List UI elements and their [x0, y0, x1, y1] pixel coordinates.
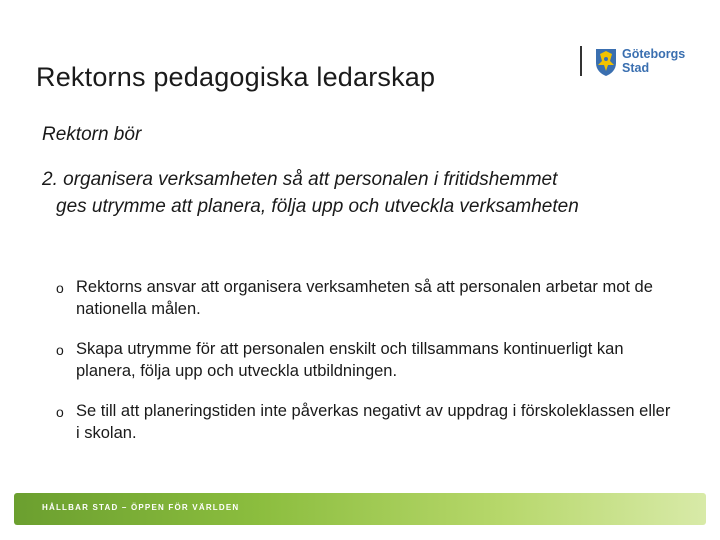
bullet-list	[56, 276, 676, 462]
goteborgs-stad-logo	[580, 44, 710, 80]
logo-line1: Göteborgs	[622, 47, 686, 61]
bullet-text: Skapa utrymme för att personalen enskilt och tillsammans kontinuerligt kan planera, följa upp och utveckla utbildningen.	[76, 340, 624, 380]
logo-divider	[580, 46, 582, 76]
main-point	[42, 166, 682, 220]
logo-line2: Stad	[622, 61, 650, 75]
bullet-item	[56, 400, 676, 444]
bullet-item	[56, 338, 676, 382]
bullet-item	[56, 276, 676, 320]
footer-slogan: HÅLLBAR STAD – ÖPPEN FÖR VÄRLDEN	[42, 503, 240, 512]
footer-banner	[14, 493, 706, 525]
bullet-marker: o	[56, 280, 64, 296]
bullet-text: Se till att planeringstiden inte påverkas negativt av uppdrag i förskoleklassen eller i skolan.	[76, 402, 671, 442]
bullet-marker: o	[56, 342, 64, 358]
main-point-line1: 2. organisera verksamheten så att personalen i fritidshemmet	[42, 169, 558, 190]
bullet-marker: o	[56, 404, 64, 420]
logo-text	[622, 47, 685, 75]
subheading: Rektorn bör	[42, 124, 142, 145]
bullet-text: Rektorns ansvar att organisera verksamheten så att personalen arbetar mot de nationella målen.	[76, 278, 653, 318]
goteborg-coat-of-arms-icon	[594, 47, 618, 77]
slide-title: Rektorns pedagogiska ledarskap	[36, 62, 436, 92]
main-point-line2: ges utrymme att planera, följa upp och utveckla verksamheten	[56, 196, 579, 217]
